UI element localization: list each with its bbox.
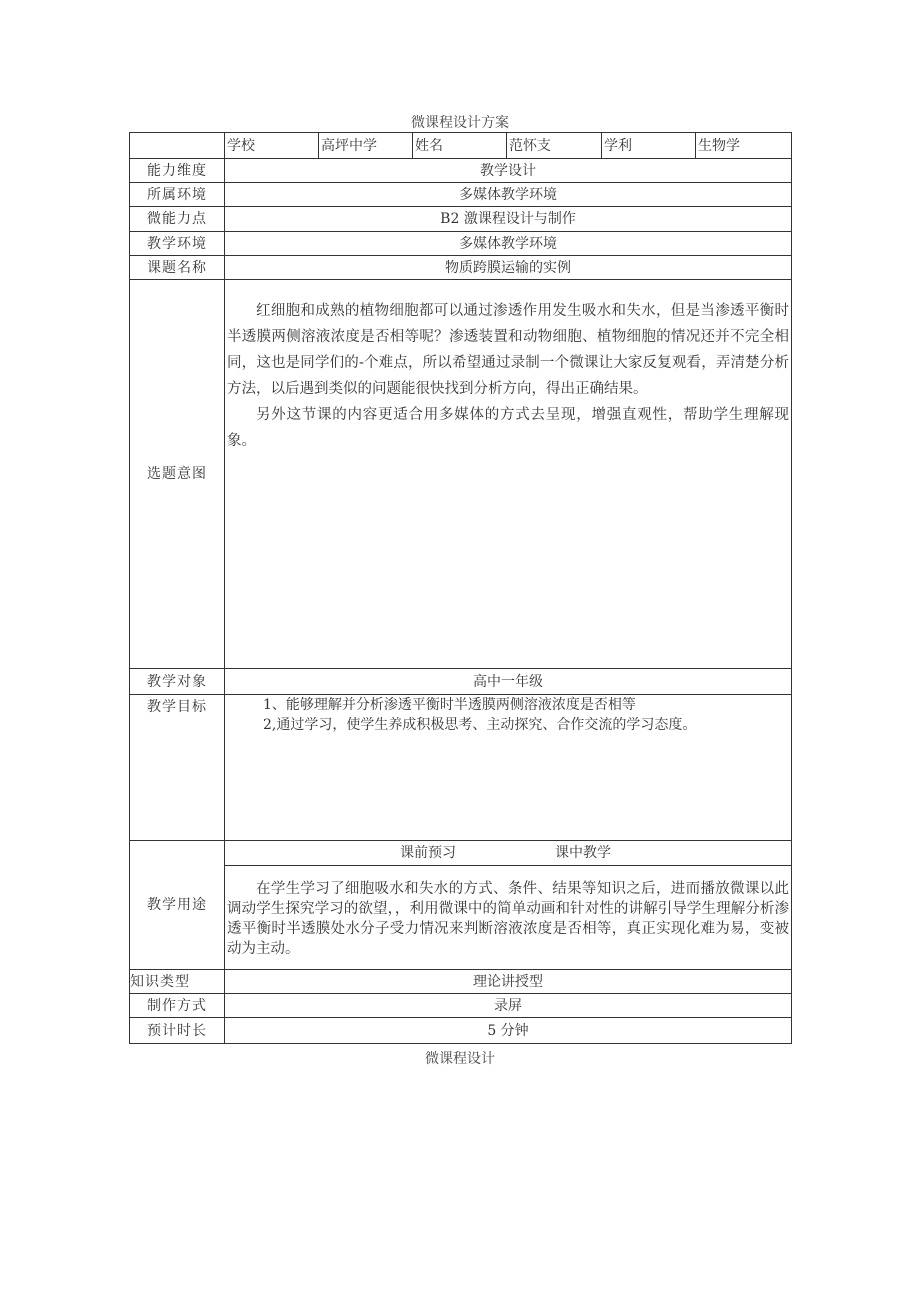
document-title: 微课程设计方案 (411, 115, 509, 131)
teaching-env-value: 多媒体教学环境 (225, 232, 792, 256)
usage-options (225, 841, 792, 866)
production-value: 录屏 (225, 994, 792, 1018)
usage-option-preview: 课前预习 (400, 845, 456, 861)
duration-value: 5 分钟 (225, 1018, 792, 1044)
duration-row (130, 1018, 792, 1044)
header-row (130, 133, 792, 159)
knowledge-type-row (130, 970, 792, 994)
usage-label: 教学用途 (130, 841, 225, 970)
usage-text: 在学生学习了细胞吸水和失水的方式、条件、结果等知识之后，进而播放微课以此调动学生探究学习的欲望，，利用微课中的简单动画和针对性的讲解引导学生理解分析渗透平衡时半透膜处水分子受力情况来判断溶液浓度是否相等，真正实现化难为易，变被动为主动。 (225, 866, 792, 970)
audience-value: 高中一年级 (225, 669, 792, 695)
school-value: 高坪中学 (319, 133, 413, 159)
ability-label: 能力维度 (130, 159, 225, 183)
intent-content (225, 280, 792, 669)
goals-row (130, 695, 792, 841)
usage-options-row (130, 841, 792, 866)
subject-label: 学利 (602, 133, 696, 159)
micro-point-value: B2 激课程设计与制作 (225, 207, 792, 232)
topic-row (130, 256, 792, 280)
ability-row (130, 159, 792, 183)
usage-text-row (130, 866, 792, 970)
intent-label: 选题意图 (130, 280, 225, 669)
production-row (130, 994, 792, 1018)
environment-label: 所属环境 (130, 183, 225, 207)
intent-row (130, 280, 792, 669)
school-label: 学校 (225, 133, 319, 159)
teaching-env-row (130, 232, 792, 256)
duration-label: 预计时长 (130, 1018, 225, 1044)
micro-point-label: 微能力点 (130, 207, 225, 232)
goal-item-2: 2,通过学习，使学生养成积极思考、主动探究、合作交流的学习态度。 (263, 717, 697, 733)
ability-value: 教学设计 (225, 159, 792, 183)
name-value: 范怀支 (507, 133, 602, 159)
goals-content (225, 695, 792, 841)
intent-paragraph-1: 红细胞和成熟的植物细胞都可以通过渗透作用发生吸水和失水，但是当渗透平衡时半透膜两侧溶液浓度是否相等呢？渗透装置和动物细胞、植物细胞的情况还并不完全相同，这也是同学们的-个难点，所以希望通过录制一个微课让大家反复观看，弄清楚分析方法，以后遇到类似的问题能很快找到分析方向，得出正确结果。 (227, 303, 789, 397)
audience-label: 教学对象 (130, 669, 225, 695)
goals-label: 教学目标 (130, 695, 225, 841)
subject-value: 生物学 (696, 133, 792, 159)
environment-value: 多媒体教学环境 (225, 183, 792, 207)
goal-item-1: 1、能够理解并分析渗透平衡时半透膜两侧溶液浓度是否相等 (263, 697, 636, 713)
topic-label: 课题名称 (130, 256, 225, 280)
blank-cell (130, 133, 225, 159)
course-design-table (129, 132, 792, 1044)
intent-paragraph-2: 另外这节课的内容更适合用多媒体的方式去呈现，增强直观性，帮助学生理解现象。 (227, 407, 789, 449)
name-label: 姓名 (413, 133, 507, 159)
micro-point-row (130, 207, 792, 232)
topic-value: 物质跨膜运输的实例 (225, 256, 792, 280)
knowledge-type-value: 理论讲授型 (225, 970, 792, 994)
environment-row (130, 183, 792, 207)
footer-title: 微课程设计 (425, 1051, 495, 1067)
knowledge-type-label: 知识类型 (130, 970, 225, 994)
audience-row (130, 669, 792, 695)
usage-option-in-class: 课中教学 (555, 845, 611, 861)
production-label: 制作方式 (130, 994, 225, 1018)
teaching-env-label: 教学环境 (130, 232, 225, 256)
